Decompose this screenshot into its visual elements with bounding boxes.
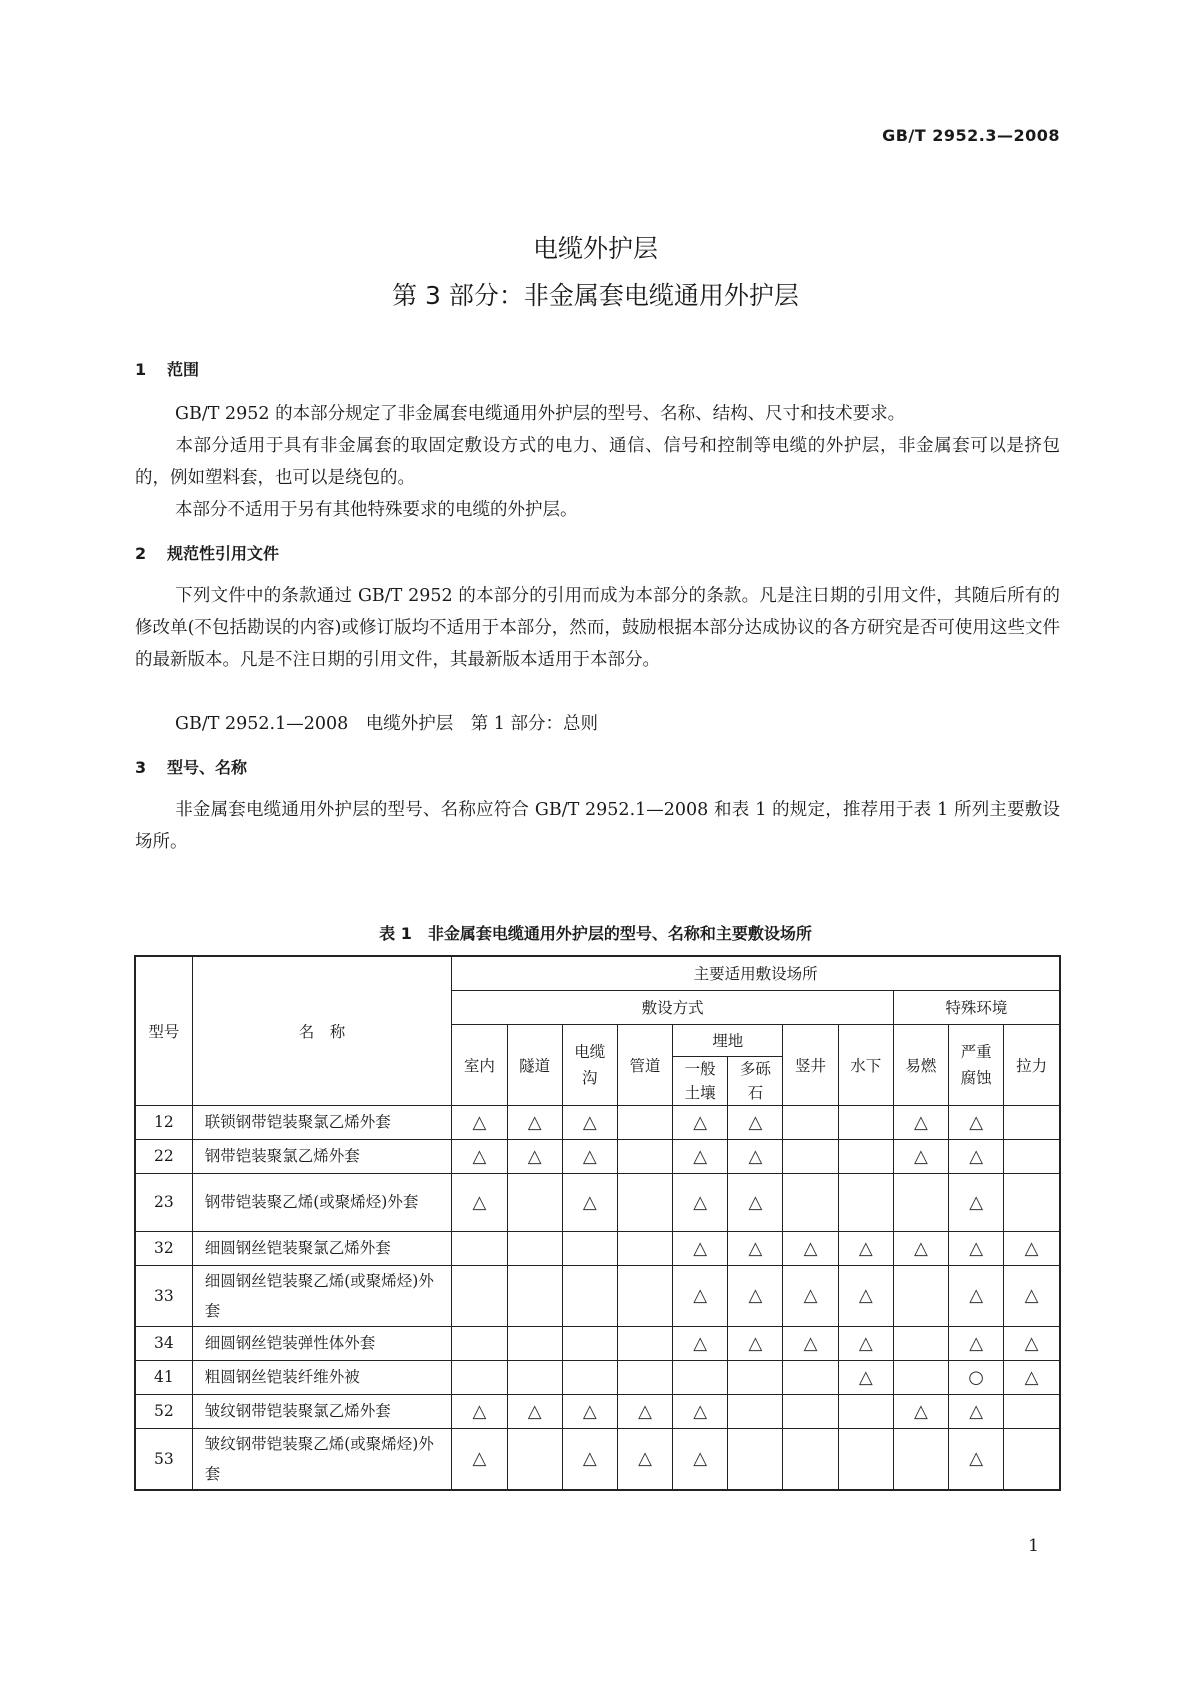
- row-mark-cell: [507, 1231, 562, 1265]
- row-mark-cell: [893, 1360, 948, 1394]
- row-model: 12: [135, 1105, 192, 1139]
- row-mark-cell: [1004, 1139, 1060, 1173]
- paragraph-text: 下列文件中的条款通过 GB/T 2952 的本部分的引用而成为本部分的条款。凡是注日期的引用文件，其随后所有的修改单(不包括勘误的内容)或修订版均不适用于本部分，然而，鼓励根据本部分达成协议的各方研究是否可使用这些文件的最新版本。凡是不注日期的引用文件，其最新版本适用于本部分。: [135, 586, 1060, 670]
- row-mark-cell: [562, 1326, 617, 1360]
- header-underwater: 水下: [838, 1024, 893, 1105]
- row-name: 细圆钢丝铠装弹性体外套: [192, 1326, 452, 1360]
- row-mark-cell: [617, 1105, 672, 1139]
- row-mark-cell: [562, 1360, 617, 1394]
- row-mark-cell: △: [893, 1139, 948, 1173]
- row-mark-cell: △: [507, 1105, 562, 1139]
- row-mark-cell: [783, 1139, 838, 1173]
- row-mark-cell: △: [728, 1265, 783, 1326]
- header-special-environment: 特殊环境: [893, 990, 1060, 1024]
- row-mark-cell: △: [838, 1360, 893, 1394]
- row-mark-cell: △: [838, 1231, 893, 1265]
- row-mark-cell: [507, 1428, 562, 1490]
- table-row: [135, 1139, 1060, 1173]
- row-mark-cell: △: [452, 1139, 507, 1173]
- header-cable-trench: [562, 1024, 617, 1105]
- row-mark-cell: △: [452, 1105, 507, 1139]
- row-name: 钢带铠装聚氯乙烯外套: [192, 1139, 452, 1173]
- header-indoor: 室内: [452, 1024, 507, 1105]
- row-model: 52: [135, 1394, 192, 1428]
- row-mark-cell: [507, 1265, 562, 1326]
- header-gravel: [728, 1056, 783, 1105]
- row-mark-cell: △: [949, 1173, 1004, 1231]
- header-model: 型号: [135, 956, 192, 1105]
- row-mark-cell: △: [562, 1105, 617, 1139]
- row-name: 联锁钢带铠装聚氯乙烯外套: [192, 1105, 452, 1139]
- reference-text: GB/T 2952.1—2008 电缆外护层 第 1 部分：总则: [175, 714, 598, 734]
- row-mark-cell: [617, 1265, 672, 1326]
- section-1-para-1: [135, 398, 1060, 430]
- row-model: 33: [135, 1265, 192, 1326]
- row-mark-cell: △: [728, 1139, 783, 1173]
- row-mark-cell: △: [452, 1173, 507, 1231]
- section-2-heading: [135, 541, 279, 564]
- header-gravel-line1: 多砾: [739, 1059, 771, 1078]
- row-mark-cell: △: [728, 1173, 783, 1231]
- row-mark-cell: △: [728, 1231, 783, 1265]
- row-mark-cell: [728, 1360, 783, 1394]
- row-mark-cell: [617, 1326, 672, 1360]
- header-name: 名 称: [192, 956, 452, 1105]
- row-mark-cell: △: [673, 1173, 728, 1231]
- row-mark-cell: [838, 1173, 893, 1231]
- row-mark-cell: △: [893, 1394, 948, 1428]
- row-name: 细圆钢丝铠装聚乙烯(或聚烯烃)外套: [192, 1265, 452, 1326]
- row-mark-cell: △: [507, 1139, 562, 1173]
- row-mark-cell: △: [673, 1326, 728, 1360]
- section-2-para-1: [135, 580, 1060, 676]
- header-cable-trench-line1: 电缆: [574, 1042, 606, 1061]
- paragraph-text: GB/T 2952 的本部分规定了非金属套电缆通用外护层的型号、名称、结构、尺寸和技术要求。: [175, 404, 906, 424]
- row-mark-cell: [783, 1428, 838, 1490]
- section-title: 范围: [167, 360, 200, 379]
- row-model: 23: [135, 1173, 192, 1231]
- row-mark-cell: △: [838, 1265, 893, 1326]
- header-gravel-line2: 石: [747, 1083, 764, 1102]
- table-row: [135, 1360, 1060, 1394]
- row-mark-cell: △: [728, 1326, 783, 1360]
- row-mark-cell: [728, 1394, 783, 1428]
- row-mark-cell: △: [507, 1394, 562, 1428]
- row-mark-cell: [673, 1360, 728, 1394]
- row-mark-cell: △: [562, 1173, 617, 1231]
- row-mark-cell: △: [949, 1428, 1004, 1490]
- row-mark-cell: △: [673, 1428, 728, 1490]
- row-mark-cell: [783, 1173, 838, 1231]
- row-mark-cell: [838, 1394, 893, 1428]
- header-soil-line1: 一般: [684, 1059, 716, 1078]
- table-row: [135, 1173, 1060, 1231]
- row-mark-cell: ○: [949, 1360, 1004, 1394]
- row-mark-cell: △: [673, 1139, 728, 1173]
- row-name: 皱纹钢带铠装聚氯乙烯外套: [192, 1394, 452, 1428]
- header-shaft: 竖井: [783, 1024, 838, 1105]
- section-number: 3: [135, 758, 147, 777]
- section-1-heading: [135, 357, 199, 380]
- section-number: 2: [135, 544, 147, 563]
- row-name: 粗圆钢丝铠装纤维外被: [192, 1360, 452, 1394]
- row-mark-cell: △: [783, 1265, 838, 1326]
- header-main-places: 主要适用敷设场所: [452, 956, 1060, 990]
- row-mark-cell: △: [673, 1105, 728, 1139]
- row-mark-cell: [783, 1360, 838, 1394]
- table-row: [135, 1105, 1060, 1139]
- section-title: 型号、名称: [167, 758, 248, 777]
- row-mark-cell: [452, 1265, 507, 1326]
- row-mark-cell: △: [838, 1326, 893, 1360]
- header-severe-corrosion: [949, 1024, 1004, 1105]
- section-2-reference: [135, 708, 1060, 740]
- row-mark-cell: △: [949, 1394, 1004, 1428]
- row-name: 钢带铠装聚乙烯(或聚烯烃)外套: [192, 1173, 452, 1231]
- row-mark-cell: [562, 1265, 617, 1326]
- section-1-para-2: [135, 430, 1060, 494]
- row-mark-cell: △: [562, 1428, 617, 1490]
- model-table: [134, 955, 1061, 1491]
- row-mark-cell: △: [783, 1326, 838, 1360]
- table-row: [135, 1265, 1060, 1326]
- row-mark-cell: [617, 1139, 672, 1173]
- row-mark-cell: [452, 1360, 507, 1394]
- row-mark-cell: [562, 1231, 617, 1265]
- row-mark-cell: △: [949, 1139, 1004, 1173]
- row-mark-cell: △: [673, 1231, 728, 1265]
- header-soil-line2: 土壤: [684, 1083, 716, 1102]
- row-mark-cell: △: [949, 1265, 1004, 1326]
- section-3-para-1: [135, 794, 1060, 858]
- header-pipe: 管道: [617, 1024, 672, 1105]
- row-mark-cell: [452, 1231, 507, 1265]
- row-mark-cell: △: [1004, 1326, 1060, 1360]
- row-mark-cell: [507, 1326, 562, 1360]
- row-mark-cell: [838, 1105, 893, 1139]
- section-1-para-3: [135, 494, 1060, 526]
- row-mark-cell: △: [1004, 1265, 1060, 1326]
- row-mark-cell: [617, 1360, 672, 1394]
- row-model: 41: [135, 1360, 192, 1394]
- row-mark-cell: [783, 1394, 838, 1428]
- row-mark-cell: [838, 1139, 893, 1173]
- row-mark-cell: [838, 1428, 893, 1490]
- document-title-line2: 第 3 部分：非金属套电缆通用外护层: [392, 281, 799, 310]
- header-corrosion-line1: 严重: [960, 1042, 992, 1061]
- row-mark-cell: △: [673, 1265, 728, 1326]
- row-mark-cell: △: [893, 1105, 948, 1139]
- row-mark-cell: [1004, 1394, 1060, 1428]
- section-3-heading: [135, 755, 247, 778]
- row-model: 22: [135, 1139, 192, 1173]
- row-mark-cell: △: [1004, 1360, 1060, 1394]
- header-tunnel: 隧道: [507, 1024, 562, 1105]
- paragraph-text: 本部分不适用于另有其他特殊要求的电缆的外护层。: [175, 500, 578, 520]
- row-mark-cell: △: [949, 1326, 1004, 1360]
- row-mark-cell: [893, 1173, 948, 1231]
- row-model: 53: [135, 1428, 192, 1490]
- row-mark-cell: △: [893, 1231, 948, 1265]
- row-mark-cell: △: [562, 1394, 617, 1428]
- row-mark-cell: △: [617, 1428, 672, 1490]
- row-mark-cell: [452, 1326, 507, 1360]
- row-mark-cell: △: [728, 1105, 783, 1139]
- header-laying-method: 敷设方式: [452, 990, 894, 1024]
- table-row: [135, 1394, 1060, 1428]
- header-flammable: 易燃: [893, 1024, 948, 1105]
- row-mark-cell: [617, 1173, 672, 1231]
- row-mark-cell: [617, 1231, 672, 1265]
- row-mark-cell: △: [562, 1139, 617, 1173]
- table-row: [135, 1231, 1060, 1265]
- row-name: 皱纹钢带铠装聚乙烯(或聚烯烃)外套: [192, 1428, 452, 1490]
- row-mark-cell: [1004, 1173, 1060, 1231]
- row-mark-cell: [893, 1326, 948, 1360]
- page-number: 1: [1028, 1536, 1039, 1556]
- row-mark-cell: △: [673, 1394, 728, 1428]
- row-mark-cell: △: [617, 1394, 672, 1428]
- row-mark-cell: △: [949, 1105, 1004, 1139]
- row-mark-cell: [728, 1428, 783, 1490]
- row-name: 细圆钢丝铠装聚氯乙烯外套: [192, 1231, 452, 1265]
- table-caption: 表 1 非金属套电缆通用外护层的型号、名称和主要敷设场所: [379, 924, 812, 943]
- row-mark-cell: [1004, 1428, 1060, 1490]
- table-row: [135, 1428, 1060, 1490]
- row-mark-cell: △: [949, 1231, 1004, 1265]
- paragraph-text: 非金属套电缆通用外护层的型号、名称应符合 GB/T 2952.1—2008 和表 1 的规定，推荐用于表 1 所列主要敷设场所。: [135, 800, 1060, 852]
- document-title-line1: 电缆外护层: [532, 234, 658, 263]
- row-mark-cell: △: [783, 1231, 838, 1265]
- row-mark-cell: △: [452, 1394, 507, 1428]
- row-mark-cell: [893, 1428, 948, 1490]
- row-model: 34: [135, 1326, 192, 1360]
- header-buried: 埋地: [673, 1024, 783, 1056]
- header-cable-trench-line2: 沟: [582, 1068, 598, 1087]
- header-corrosion-line2: 腐蚀: [960, 1068, 992, 1087]
- row-mark-cell: [783, 1105, 838, 1139]
- row-mark-cell: △: [452, 1428, 507, 1490]
- row-mark-cell: △: [1004, 1231, 1060, 1265]
- section-number: 1: [135, 360, 147, 379]
- row-mark-cell: [507, 1360, 562, 1394]
- row-mark-cell: [1004, 1105, 1060, 1139]
- row-mark-cell: [507, 1173, 562, 1231]
- paragraph-text: 本部分适用于具有非金属套的取固定敷设方式的电力、通信、信号和控制等电缆的外护层，非金属套可以是挤包的，例如塑料套，也可以是绕包的。: [135, 436, 1060, 488]
- header-tension: 拉力: [1004, 1024, 1060, 1105]
- section-title: 规范性引用文件: [167, 544, 280, 563]
- header-general-soil: [673, 1056, 728, 1105]
- row-mark-cell: [893, 1265, 948, 1326]
- standard-code: GB/T 2952.3—2008: [882, 126, 1060, 145]
- table-row: [135, 1326, 1060, 1360]
- row-model: 32: [135, 1231, 192, 1265]
